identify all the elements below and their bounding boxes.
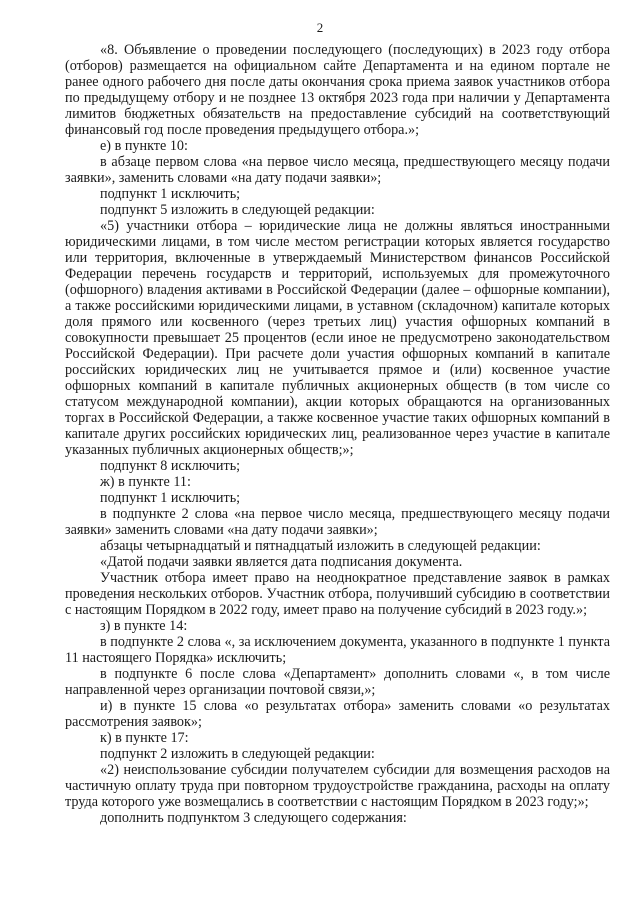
paragraph: в подпункте 2 слова «на первое число месяца, предшествующего месяцу подачи заявки» заменить словами «на дату подачи заявки»;: [65, 506, 610, 538]
paragraph: подпункт 8 исключить;: [100, 458, 241, 474]
paragraph: и) в пункте 15 слова «о результатах отбора» заменить словами «о результатах рассмотрения заявок»;: [65, 698, 610, 730]
page-number: 2: [316, 20, 324, 35]
paragraph: подпункт 1 исключить;: [100, 186, 241, 202]
paragraph: подпункт 1 исключить;: [100, 490, 241, 506]
paragraph: в подпункте 6 после слова «Департамент» дополнить словами «, в том числе направленной через организации почтовой связи,»;: [65, 666, 610, 698]
paragraph: к) в пункте 17:: [100, 730, 189, 746]
paragraph: «8. Объявление о проведении последующего (последующих) в 2023 году отбора (отборов) размещается на официальном сайте Департамента и на едином портале не ранее одного рабочего дня после даты окончания срока приема заявок участников отбора по предыдущему отбору и не позднее 13 октября 2023 года при наличии у Департамента лимитов бюджетных обязательств на предоставление субсидий на соответствующий финансовый год после проведения предыдущего отбора.»;: [65, 42, 610, 138]
paragraph: подпункт 2 изложить в следующей редакции:: [100, 746, 375, 762]
paragraph: е) в пункте 10:: [100, 138, 188, 154]
paragraph: Участник отбора имеет право на неоднократное представление заявок в рамках проведения нескольких отборов. Участник отбора, получивший субсидию в соответствии с настоящим Порядком в 2022 году, имеет право на получение субсидий в 2023 году.»;: [65, 570, 610, 618]
paragraph: «2) неиспользование субсидии получателем субсидии для возмещения расходов на частичную оплату труда при повторном трудоустройстве гражданина, расходы на оплату труда которого уже возмещались в соответствии с настоящим Порядком в 2023 году;»;: [65, 762, 610, 810]
paragraph: абзацы четырнадцатый и пятнадцатый изложить в следующей редакции:: [100, 538, 541, 554]
paragraph: ж) в пункте 11:: [100, 474, 191, 490]
document-body: [65, 42, 610, 826]
paragraph: в подпункте 2 слова «, за исключением документа, указанного в подпункте 1 пункта 11 настоящего Порядка» исключить;: [65, 634, 610, 666]
paragraph: дополнить подпунктом 3 следующего содержания:: [100, 810, 407, 826]
paragraph: «Датой подачи заявки является дата подписания документа.: [100, 554, 463, 570]
paragraph: в абзаце первом слова «на первое число месяца, предшествующего месяцу подачи заявки», заменить словами «на дату подачи заявки»;: [65, 154, 610, 186]
paragraph: «5) участники отбора – юридические лица не должны являться иностранными юридическими лицами, в том числе местом регистрации которых является государство или территория, включенные в утверждаемый Министерством финансов Российской Федерации перечень государств и территорий, используемых для промежуточного (офшорного) владения активами в Российской Федерации (далее – офшорные компании), а также российскими юридическими лицами, в уставном (складочном) капитале которых доля прямого или косвенного (через третьих лиц) участия офшорных компаний в совокупности превышает 25 процентов (если иное не предусмотрено законодательством Российской Федерации). При расчете доли участия офшорных компаний в капитале российских юридических лиц не учитывается прямое и (или) косвенное участие офшорных компаний в капитале публичных акционерных обществ (в том числе со статусом международной компании), акции которых обращаются на организованных торгах в Российской Федерации, а также косвенное участие таких офшорных компаний в капитале других российских юридических лиц, реализованное через участие в капитале указанных публичных акционерных обществ;»;: [65, 218, 610, 458]
paragraph: з) в пункте 14:: [100, 618, 188, 634]
paragraph: подпункт 5 изложить в следующей редакции:: [100, 202, 375, 218]
